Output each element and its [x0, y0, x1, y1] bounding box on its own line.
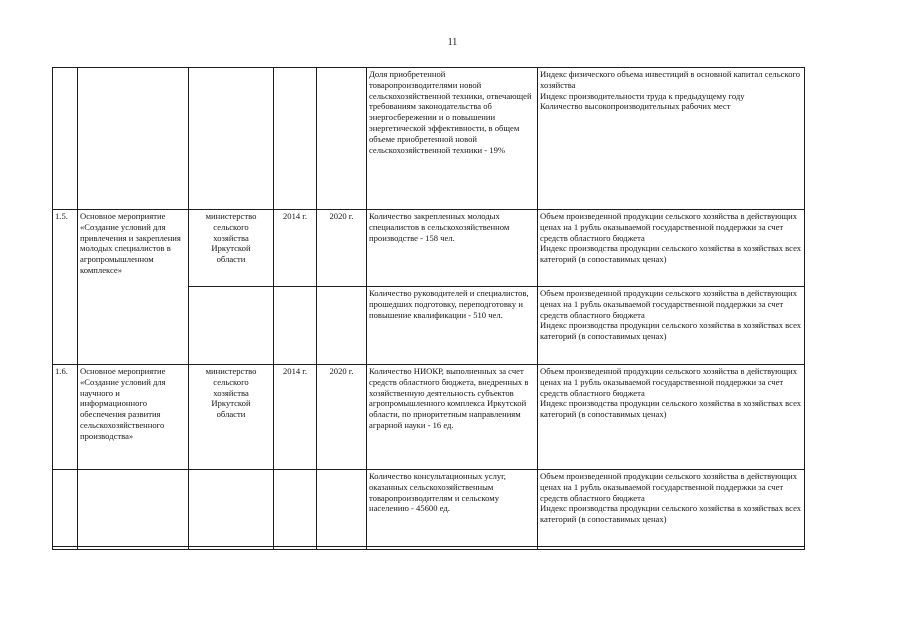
target-indicator: Индекс производства продукции сельского хозяйства в хозяйствах всех категорий (в сопоставимых ценах) — [540, 243, 802, 265]
cell-spacer — [274, 547, 317, 550]
cell-number: 1.5. — [53, 210, 78, 365]
target-indicator: Объем произведенной продукции сельского хозяйства в действующих ценах на 1 рубль оказываемой государственной поддержки за счет средств областного бюджета — [540, 366, 798, 398]
cell-number: 1.6. — [53, 365, 78, 470]
cell-expected-result: Количество закрепленных молодых специалистов в сельскохозяйственном производстве - 158 чел. — [367, 210, 538, 287]
cell-spacer — [189, 547, 274, 550]
cell-start-year — [274, 470, 317, 547]
cell-target-indicators — [538, 287, 805, 365]
cell-spacer — [538, 547, 805, 550]
executor-line: сельского — [213, 221, 249, 232]
cell-end-year: 2020 г. — [317, 210, 367, 287]
table-row — [53, 68, 805, 210]
cell-target-indicators — [538, 210, 805, 287]
executor-line: сельского — [213, 376, 249, 387]
cell-start-year: 2014 г. — [274, 365, 317, 470]
cell-executor — [189, 287, 274, 365]
cell-expected-result: Количество руководителей и специалистов, прошедших подготовку, переподготовку и повышение квалификации - 510 чел. — [367, 287, 538, 365]
cell-start-year — [274, 68, 317, 210]
target-indicator: Объем произведенной продукции сельского хозяйства в действующих ценах на 1 рубль оказываемой государственной поддержки за счет средств областного бюджета — [540, 471, 798, 503]
cell-end-year — [317, 287, 367, 365]
cell-end-year — [317, 68, 367, 210]
cell-target-indicators — [538, 68, 805, 210]
cell-spacer — [53, 547, 78, 550]
cell-spacer — [367, 547, 538, 550]
cell-activity-name: Основное мероприятие «Создание условий для привлечения и закрепления молодых специалистов в агропромышленном комплексе» — [78, 210, 189, 365]
executor-line: хозяйства — [213, 387, 249, 398]
cell-number — [53, 470, 78, 547]
activities-table — [52, 67, 805, 550]
table-row — [53, 210, 805, 287]
cell-executor — [189, 68, 274, 210]
target-indicator: Количество высокопроизводительных рабочих мест — [540, 101, 731, 112]
cell-end-year: 2020 г. — [317, 365, 367, 470]
cell-activity-name — [78, 470, 189, 547]
table-row — [53, 547, 805, 550]
executor-line: Иркутской — [211, 243, 251, 254]
executor-line: Иркутской — [211, 398, 251, 409]
cell-end-year — [317, 470, 367, 547]
cell-activity-name — [78, 68, 189, 210]
executor-line: хозяйства — [213, 232, 249, 243]
target-indicator: Индекс производительности труда к предыдущему году — [540, 90, 745, 101]
cell-expected-result: Количество консультационных услуг, оказанных сельскохозяйственным товаропроизводителям и сельскому населению - 45600 ед. — [367, 470, 538, 547]
target-indicator: Индекс производства продукции сельского хозяйства в хозяйствах всех категорий (в сопоставимых ценах) — [540, 503, 802, 525]
cell-executor — [189, 365, 274, 470]
executor-line: области — [216, 409, 246, 420]
cell-target-indicators — [538, 365, 805, 470]
table-row — [53, 365, 805, 470]
target-indicator: Индекс производства продукции сельского хозяйства в хозяйствах всех категорий (в сопоставимых ценах) — [540, 320, 802, 342]
cell-start-year: 2014 г. — [274, 210, 317, 287]
cell-target-indicators — [538, 470, 805, 547]
table-row — [53, 470, 805, 547]
target-indicator: Объем произведенной продукции сельского хозяйства в действующих ценах на 1 рубль оказываемой государственной поддержки за счет средств областного бюджета — [540, 288, 798, 320]
cell-expected-result: Количество НИОКР, выполненных за счет средств областного бюджета, внедренных в хозяйственную деятельность субъектов агропромышленного комплекса Иркутской области, по приоритетным направлениям аграрной науки - 16 ед. — [367, 365, 538, 470]
target-indicator: Индекс физического объема инвестиций в основной капитал сельского хозяйства — [540, 69, 801, 90]
executor-line: министерство — [205, 366, 257, 376]
cell-number — [53, 68, 78, 210]
target-indicator: Объем произведенной продукции сельского хозяйства в действующих ценах на 1 рубль оказываемой государственной поддержки за счет средств областного бюджета — [540, 211, 798, 243]
executor-line: министерство — [205, 211, 257, 221]
cell-executor — [189, 210, 274, 287]
executor-line: области — [216, 254, 246, 265]
target-indicator: Индекс производства продукции сельского хозяйства в хозяйствах всех категорий (в сопоставимых ценах) — [540, 398, 802, 420]
cell-start-year — [274, 287, 317, 365]
cell-spacer — [317, 547, 367, 550]
cell-spacer — [78, 547, 189, 550]
cell-activity-name: Основное мероприятие «Создание условий для научного и информационного обеспечения развития сельскохозяйственного производства» — [78, 365, 189, 470]
page-number: 11 — [447, 37, 458, 48]
cell-executor — [189, 470, 274, 547]
cell-expected-result: Доля приобретенной товаропроизводителями новой сельскохозяйственной техники, отвечающей требованиям законодательства об энергосбережении и о повышении энергетической эффективности, в общем объеме приобретенной новой сельскохозяйственной техники - 19% — [367, 68, 538, 210]
